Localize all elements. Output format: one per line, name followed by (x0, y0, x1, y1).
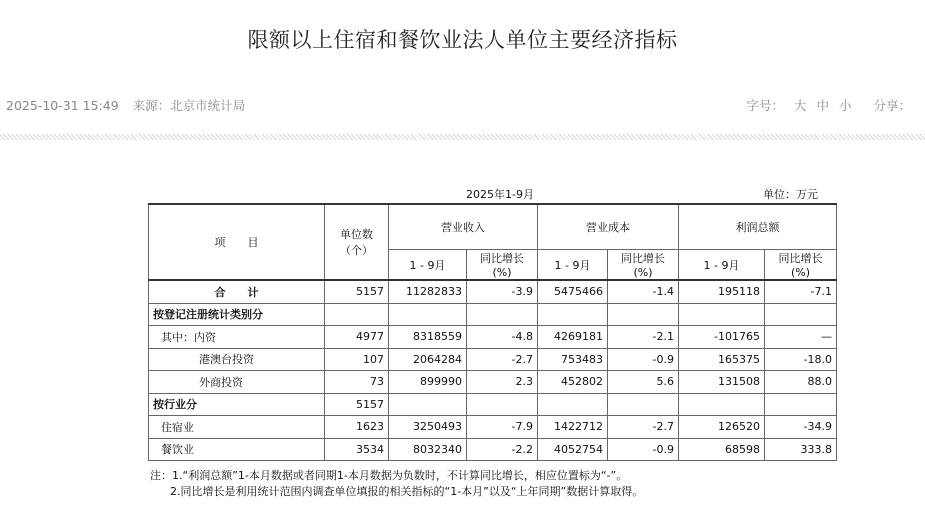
revenue-cell: 11282833 (389, 280, 467, 303)
table-header-row (149, 204, 837, 250)
note-2: 2.同比增长是利用统计范围内调查单位填报的相关指标的“1-本月”以及“上年同期”数据计算取得。 (170, 485, 644, 498)
revenue-header: 营业收入 (389, 204, 538, 250)
revenue-yoy-cell: -4.8 (467, 326, 538, 349)
row-label: 住宿业 (149, 416, 325, 439)
cost-cell (538, 393, 608, 416)
revenue-yoy-cell: -3.9 (467, 280, 538, 303)
revenue-yoy-cell (467, 393, 538, 416)
units-cell: 4977 (325, 326, 389, 349)
row-label: 按行业分 (149, 393, 325, 416)
note-1: 注：1.“利润总额”1-本月数据或者同期1-本月数据为负数时，不计算同比增长，相应位置标为“-”。 (150, 469, 628, 482)
units-cell: 107 (325, 348, 389, 371)
revenue-yoy-cell: -2.7 (467, 348, 538, 371)
revenue-yoy-cell: -7.9 (467, 416, 538, 439)
table-period: 2025年1-9月 (466, 188, 534, 201)
cost-yoy-cell: 5.6 (608, 371, 679, 394)
table-row-domestic (149, 326, 837, 349)
row-label: 按登记注册统计类别分 (149, 303, 325, 326)
profit-yoy-cell (765, 303, 837, 326)
units-cell: 5157 (325, 393, 389, 416)
revenue-cell (389, 303, 467, 326)
row-label: 港澳台投资 (149, 348, 325, 371)
revenue-cell: 899990 (389, 371, 467, 394)
profit-yoy-header: 同比增长(%) (765, 250, 837, 281)
units-cell: 3534 (325, 438, 389, 461)
table-row-industry-header (149, 393, 837, 416)
profit-cell (679, 393, 765, 416)
table-row-total (149, 280, 837, 303)
profit-yoy-cell: -18.0 (765, 348, 837, 371)
source-label: 来源：北京市统计局 (132, 98, 246, 113)
profit-cell: 131508 (679, 371, 765, 394)
font-size-medium-link[interactable]: 中 (816, 98, 829, 113)
cost-yoy-cell (608, 303, 679, 326)
profit-yoy-cell: -7.1 (765, 280, 837, 303)
units-count-label: 单位数 (340, 228, 373, 241)
revenue-yoy-cell: 2.3 (467, 371, 538, 394)
profit-yoy-cell: — (765, 326, 837, 349)
cost-yoy-cell (608, 393, 679, 416)
units-cell (325, 303, 389, 326)
section-divider (0, 134, 925, 140)
table-notes (150, 468, 643, 500)
profit-cell: 165375 (679, 348, 765, 371)
table-row-catering (149, 438, 837, 461)
revenue-cell (389, 393, 467, 416)
profit-header: 利润总额 (679, 204, 837, 250)
font-size-label: 字号： (746, 98, 784, 113)
table-row-foreign (149, 371, 837, 394)
profit-cell: 126520 (679, 416, 765, 439)
units-count-unit: （个） (340, 244, 373, 257)
article-tools (740, 96, 911, 114)
cost-cell: 452802 (538, 371, 608, 394)
cost-header: 营业成本 (538, 204, 679, 250)
font-size-large-link[interactable]: 大 (793, 98, 807, 113)
profit-cell (679, 303, 765, 326)
units-cell: 1623 (325, 416, 389, 439)
row-label: 外商投资 (149, 371, 325, 394)
indicator-table (148, 203, 837, 461)
item-header: 项 目 (149, 204, 325, 280)
profit-period-header: 1 - 9月 (679, 250, 765, 281)
table-unit: 单位：万元 (763, 188, 818, 201)
row-label: 其中：内资 (149, 326, 325, 349)
row-label: 合 计 (149, 280, 325, 303)
profit-yoy-cell (765, 393, 837, 416)
page-title: 限额以上住宿和餐饮业法人单位主要经济指标 (247, 28, 678, 52)
profit-yoy-cell: 333.8 (765, 438, 837, 461)
profit-yoy-cell: -34.9 (765, 416, 837, 439)
cost-yoy-cell: -0.9 (608, 348, 679, 371)
revenue-yoy-cell: -2.2 (467, 438, 538, 461)
units-count-header (325, 204, 389, 280)
cost-period-header: 1 - 9月 (538, 250, 608, 281)
revenue-cell: 8318559 (389, 326, 467, 349)
revenue-cell: 8032340 (389, 438, 467, 461)
table-row-accommodation (149, 416, 837, 439)
font-size-small-link[interactable]: 小 (838, 98, 852, 113)
cost-yoy-cell: -1.4 (608, 280, 679, 303)
profit-cell: -101765 (679, 326, 765, 349)
profit-cell: 68598 (679, 438, 765, 461)
cost-yoy-cell: -2.7 (608, 416, 679, 439)
profit-cell: 195118 (679, 280, 765, 303)
cost-cell: 4269181 (538, 326, 608, 349)
revenue-cell: 3250493 (389, 416, 467, 439)
table-row-category-header (149, 303, 837, 326)
revenue-period-header: 1 - 9月 (389, 250, 467, 281)
cost-cell (538, 303, 608, 326)
cost-yoy-header: 同比增长(%) (608, 250, 679, 281)
revenue-yoy-cell (467, 303, 538, 326)
share-label[interactable]: 分享： (873, 98, 911, 113)
units-cell: 5157 (325, 280, 389, 303)
cost-cell: 4052754 (538, 438, 608, 461)
cost-cell: 1422712 (538, 416, 608, 439)
cost-cell: 5475466 (538, 280, 608, 303)
revenue-yoy-header: 同比增长(%) (467, 250, 538, 281)
row-label: 餐饮业 (149, 438, 325, 461)
cost-yoy-cell: -0.9 (608, 438, 679, 461)
units-cell: 73 (325, 371, 389, 394)
table-row-hk-macao-taiwan (149, 348, 837, 371)
publish-datetime: 2025-10-31 15:49 (6, 98, 119, 113)
cost-cell: 753483 (538, 348, 608, 371)
cost-yoy-cell: -2.1 (608, 326, 679, 349)
profit-yoy-cell: 88.0 (765, 371, 837, 394)
revenue-cell: 2064284 (389, 348, 467, 371)
article-meta (6, 96, 255, 114)
